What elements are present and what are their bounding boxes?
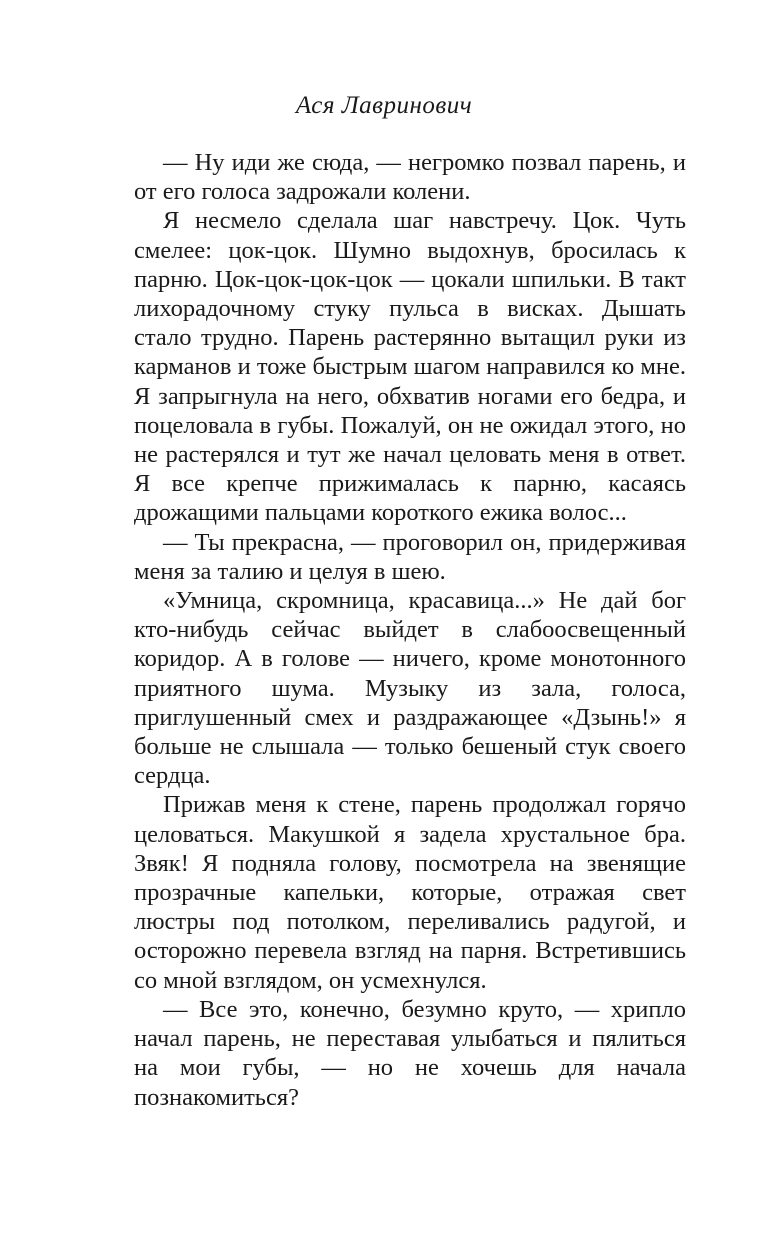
paragraph: — Ну иди же сюда, — негромко позвал парень, и от его голоса задрожали колени. <box>134 149 686 206</box>
paragraph: Прижав меня к стене, парень продолжал горячо целоваться. Макушкой я задела хрустальное бра. Звяк! Я подняла голову, посмотрела на звенящие прозрачные капельки, которые, отражая свет люстры под потолком, переливались радугой, и осторожно перевела взгляд на парня. Встретившись со мной взглядом, он усмехнулся. <box>134 791 686 994</box>
running-header-author: Ася Лавринович <box>295 92 473 119</box>
paragraph: Я несмело сделала шаг навстречу. Цок. Чуть смелее: цок-цок. Шумно выдохнув, бросилась к парню. Цок-цок-цок-цок — цокали шпильки. В такт лихорадочному стуку пульса в висках. Дышать стало трудно. Парень растерянно вытащил руки из карманов и тоже быстрым шагом направился ко мне. Я запрыгнула на него, обхватив ногами его бедра, и поцеловала в губы. Пожалуй, он не ожидал этого, но не растерялся и тут же начал целовать меня в ответ. Я все крепче прижималась к парню, касаясь дрожащими пальцами короткого ежика волос... <box>134 207 686 527</box>
paragraph: — Все это, конечно, безумно круто, — хрипло начал парень, не переставая улыбаться и пялиться на мои губы, — но не хочешь для начала познакомиться? <box>134 995 686 1111</box>
paragraph: — Ты прекрасна, — проговорил он, придерживая меня за талию и целуя в шею. <box>134 528 686 585</box>
page-body-text <box>134 148 686 1112</box>
paragraph: «Умница, скромница, красавица...» Не дай бог кто-нибудь сейчас выйдет в слабоосвещенный коридор. А в голове — ничего, кроме монотонного приятного шума. Музыку из зала, голоса, приглушенный смех и раздражающее «Дзынь!» я больше не слышала — только бешеный стук своего сердца. <box>134 587 686 790</box>
